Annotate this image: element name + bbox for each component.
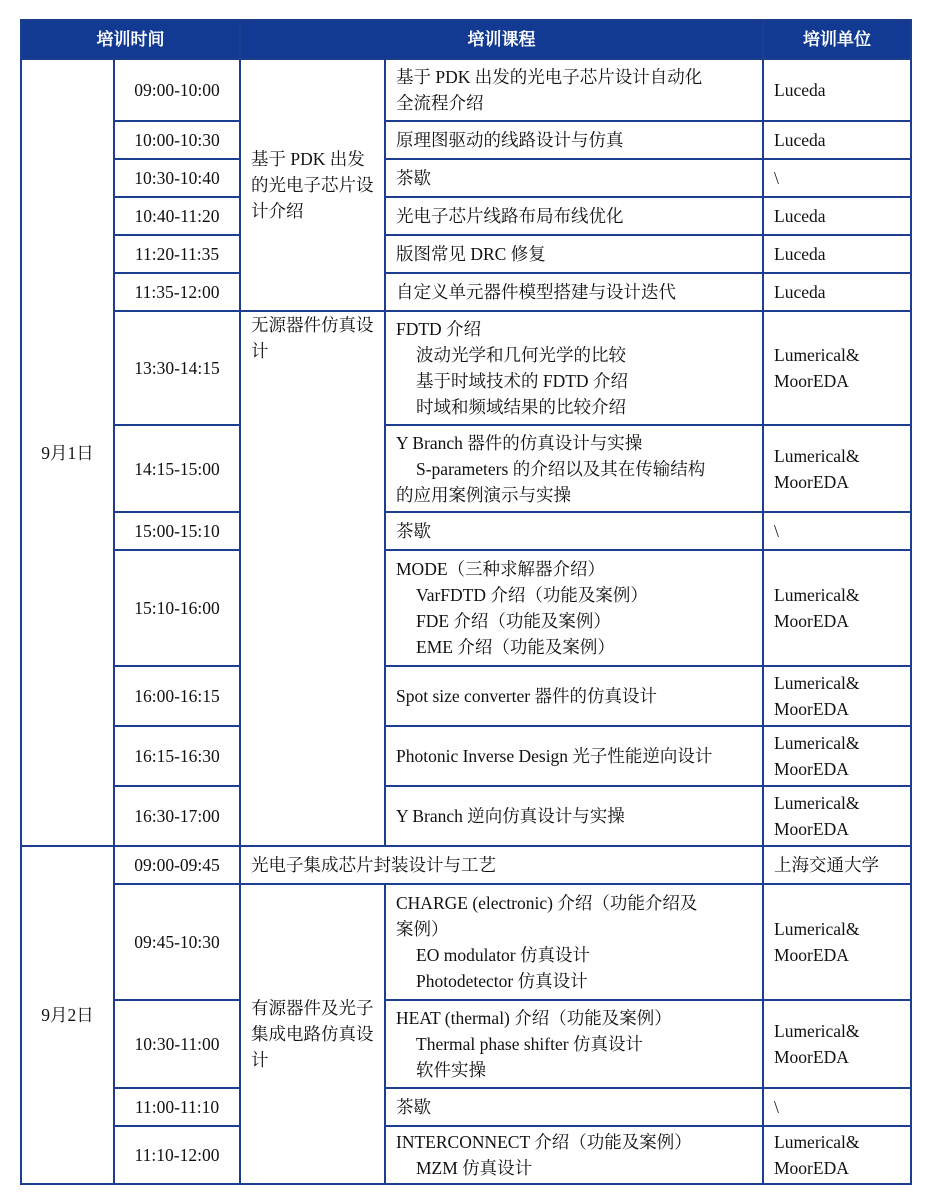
unit-line: MoorEDA <box>774 371 849 391</box>
course-line: MZM 仿真设计 <box>416 1158 533 1178</box>
unit-line: Lumerical& <box>774 345 860 365</box>
course-line: INTERCONNECT 介绍（功能及案例） <box>396 1132 692 1152</box>
course-line: 波动光学和几何光学的比较 <box>416 345 626 365</box>
time-cell: 13:30-14:15 <box>114 311 240 425</box>
unit-cell <box>763 666 911 726</box>
unit-line: MoorEDA <box>774 471 849 492</box>
unit-cell <box>763 425 911 512</box>
unit-cell <box>763 726 911 786</box>
course-cell: Photonic Inverse Design 光子性能逆向设计 <box>385 726 763 786</box>
course-line: Y Branch 器件的仿真设计与实操 <box>396 432 643 453</box>
header-unit: 培训单位 <box>763 20 911 59</box>
unit-cell: 上海交通大学 <box>763 846 911 884</box>
course-line: S-parameters 的介绍以及其在传输结构 <box>416 458 706 479</box>
training-schedule-table <box>20 19 912 1185</box>
unit-cell: \ <box>763 159 911 197</box>
table-row <box>21 1126 911 1184</box>
course-cell <box>385 425 763 512</box>
table-row <box>21 159 911 197</box>
table-row <box>21 235 911 273</box>
table-row <box>21 197 911 235</box>
table-row <box>21 1000 911 1088</box>
course-line: FDE 介绍（功能及案例） <box>416 611 611 631</box>
course-line: 全流程介绍 <box>396 93 484 113</box>
unit-line: Lumerical& <box>774 919 860 939</box>
unit-line: Lumerical& <box>774 1021 860 1041</box>
table-row <box>21 425 911 512</box>
unit-line: Lumerical& <box>774 585 860 605</box>
course-cell: 自定义单元器件模型搭建与设计迭代 <box>385 273 763 311</box>
unit-line: MoorEDA <box>774 819 849 839</box>
time-cell: 16:00-16:15 <box>114 666 240 726</box>
course-cell <box>385 1000 763 1088</box>
course-cell: 光电子芯片线路布局布线优化 <box>385 197 763 235</box>
time-cell: 15:10-16:00 <box>114 550 240 666</box>
course-cell <box>385 59 763 121</box>
module-cell: 无源器件仿真设计 <box>240 311 385 846</box>
unit-cell <box>763 884 911 1000</box>
day-cell: 9月1日 <box>21 59 114 846</box>
course-cell: Spot size converter 器件的仿真设计 <box>385 666 763 726</box>
course-cell: 茶歇 <box>385 1088 763 1126</box>
header-course: 培训课程 <box>240 20 763 59</box>
unit-cell <box>763 786 911 846</box>
table-row <box>21 786 911 846</box>
time-cell: 10:30-11:00 <box>114 1000 240 1088</box>
table-row <box>21 1088 911 1126</box>
course-line: 基于 PDK 出发的光电子芯片设计自动化 <box>396 67 703 87</box>
course-cell <box>385 550 763 666</box>
time-cell: 10:40-11:20 <box>114 197 240 235</box>
unit-cell: Luceda <box>763 273 911 311</box>
table-row <box>21 121 911 159</box>
table-row <box>21 884 911 1000</box>
table-row <box>21 273 911 311</box>
unit-line: MoorEDA <box>774 699 849 719</box>
unit-cell <box>763 311 911 425</box>
time-cell: 09:00-10:00 <box>114 59 240 121</box>
unit-cell <box>763 1126 911 1184</box>
unit-line: MoorEDA <box>774 1047 849 1067</box>
course-cell <box>385 884 763 1000</box>
time-cell: 09:45-10:30 <box>114 884 240 1000</box>
table-row <box>21 550 911 666</box>
course-cell: 光电子集成芯片封装设计与工艺 <box>240 846 763 884</box>
unit-cell: Luceda <box>763 59 911 121</box>
table-row <box>21 59 911 121</box>
course-line: 软件实操 <box>416 1060 486 1080</box>
course-line: Photodetector 仿真设计 <box>416 971 588 991</box>
unit-cell <box>763 1000 911 1088</box>
unit-line: MoorEDA <box>774 945 849 965</box>
time-cell: 11:00-11:10 <box>114 1088 240 1126</box>
unit-line: Lumerical& <box>774 733 860 753</box>
unit-cell: \ <box>763 1088 911 1126</box>
unit-cell: \ <box>763 512 911 550</box>
table-row <box>21 666 911 726</box>
table-row <box>21 846 911 884</box>
time-cell: 11:20-11:35 <box>114 235 240 273</box>
course-cell: 版图常见 DRC 修复 <box>385 235 763 273</box>
course-cell: Y Branch 逆向仿真设计与实操 <box>385 786 763 846</box>
course-line: HEAT (thermal) 介绍（功能及案例） <box>396 1008 672 1028</box>
course-line: EME 介绍（功能及案例） <box>416 637 615 657</box>
module-cell: 有源器件及光子集成电路仿真设计 <box>240 884 385 1184</box>
time-cell: 16:15-16:30 <box>114 726 240 786</box>
unit-line: MoorEDA <box>774 611 849 631</box>
table-row <box>21 311 911 425</box>
course-line: 时域和频域结果的比较介绍 <box>416 397 626 417</box>
unit-line: Lumerical& <box>774 673 860 693</box>
time-cell: 11:35-12:00 <box>114 273 240 311</box>
course-cell <box>385 311 763 425</box>
time-cell: 16:30-17:00 <box>114 786 240 846</box>
time-cell: 11:10-12:00 <box>114 1126 240 1184</box>
table-row <box>21 512 911 550</box>
time-cell: 15:00-15:10 <box>114 512 240 550</box>
course-line: FDTD 介绍 <box>396 319 482 339</box>
unit-line: Lumerical& <box>774 793 860 813</box>
header-time: 培训时间 <box>21 20 240 59</box>
course-line: EO modulator 仿真设计 <box>416 945 591 965</box>
unit-cell: Luceda <box>763 121 911 159</box>
header-row <box>21 20 911 59</box>
unit-cell: Luceda <box>763 197 911 235</box>
course-line: 基于时域技术的 FDTD 介绍 <box>416 371 628 391</box>
time-cell: 10:00-10:30 <box>114 121 240 159</box>
unit-line: Lumerical& <box>774 445 860 466</box>
unit-cell <box>763 550 911 666</box>
course-line: Thermal phase shifter 仿真设计 <box>416 1034 643 1054</box>
table-row <box>21 726 911 786</box>
course-cell: 茶歇 <box>385 512 763 550</box>
course-line: MODE（三种求解器介绍） <box>396 559 606 579</box>
course-line: CHARGE (electronic) 介绍（功能介绍及 <box>396 893 698 913</box>
module-cell: 基于 PDK 出发的光电子芯片设计介绍 <box>240 59 385 311</box>
unit-line: MoorEDA <box>774 759 849 779</box>
course-cell <box>385 1126 763 1184</box>
time-cell: 09:00-09:45 <box>114 846 240 884</box>
unit-line: MoorEDA <box>774 1158 849 1178</box>
course-line: VarFDTD 介绍（功能及案例） <box>416 585 648 605</box>
course-cell: 原理图驱动的线路设计与仿真 <box>385 121 763 159</box>
course-cell: 茶歇 <box>385 159 763 197</box>
course-line: 的应用案例演示与实操 <box>396 484 571 505</box>
course-line: 案例） <box>396 919 449 939</box>
unit-line: Lumerical& <box>774 1132 860 1152</box>
unit-cell: Luceda <box>763 235 911 273</box>
time-cell: 10:30-10:40 <box>114 159 240 197</box>
time-cell: 14:15-15:00 <box>114 425 240 512</box>
day-cell: 9月2日 <box>21 846 114 1184</box>
